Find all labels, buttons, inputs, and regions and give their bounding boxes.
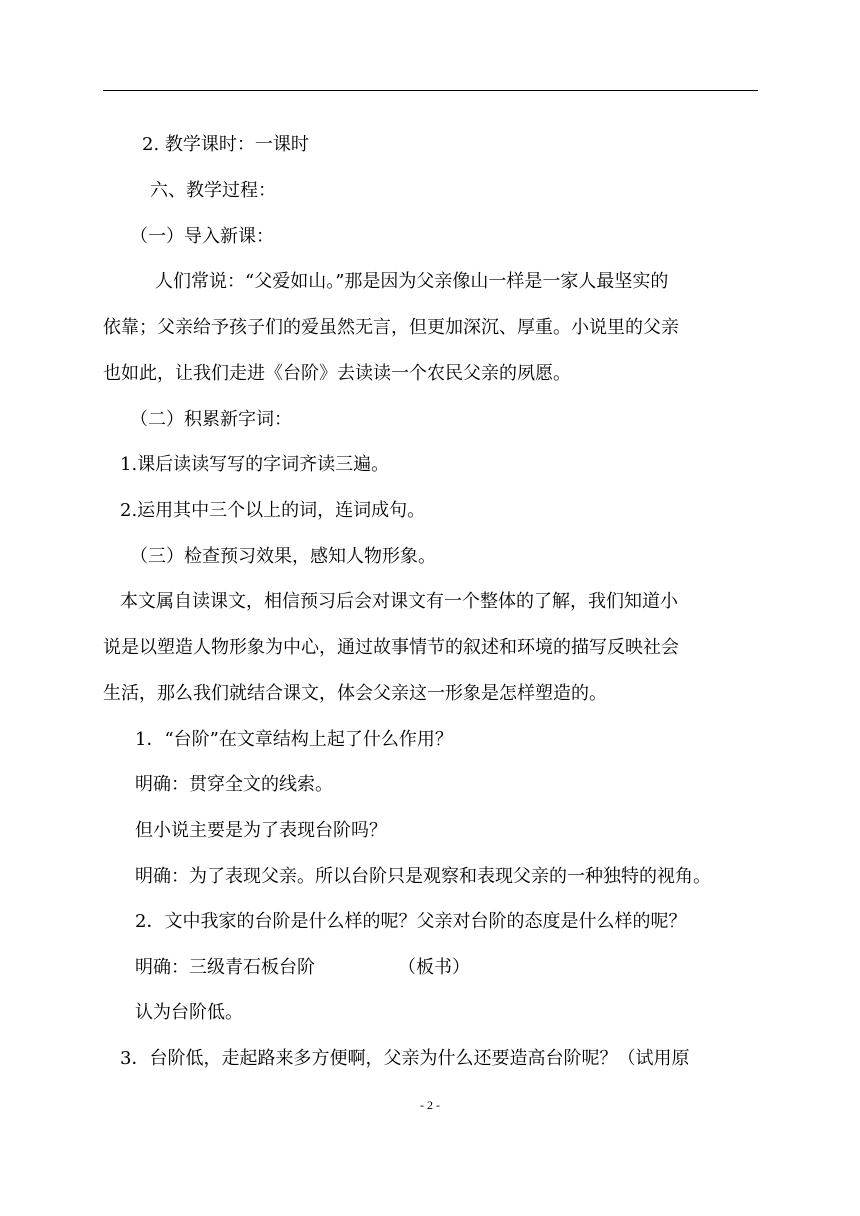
question-2: 2．文中我家的台阶是什么样的呢？父亲对台阶的态度是什么样的呢？ [135, 911, 687, 932]
subheading-preview-check: （三）检查预习效果，感知人物形象。 [130, 546, 436, 567]
answer-1-followup: 明确：为了表现父亲。所以台阶只是观察和表现父亲的一种独特的视角。 [135, 866, 711, 887]
list-item-vocab-2: 2.运用其中三个以上的词，连词成句。 [120, 500, 426, 521]
subheading-intro: （一）导入新课： [130, 226, 274, 247]
text-line-preview-1: 本文属自读课文，相信预习后会对课文有一个整体的了解，我们知道小 [120, 591, 678, 612]
answer-1: 明确：贯穿全文的线索。 [135, 774, 333, 795]
subheading-vocabulary: （二）积累新字词： [130, 409, 292, 430]
answer-2-continued: 认为台阶低。 [135, 1002, 243, 1023]
text-line-intro-1: 人们常说：“父爱如山。”那是因为父亲像山一样是一家人最坚实的 [155, 271, 669, 292]
text-line-preview-3: 生活，那么我们就结合课文，体会父亲这一形象是怎样塑造的。 [103, 683, 607, 704]
text-line-intro-2: 依靠；父亲给予孩子们的爱虽然无言，但更加深沉、厚重。小说里的父亲 [103, 317, 679, 338]
list-item-vocab-1: 1.课后读读写写的字词齐读三遍。 [120, 454, 390, 475]
question-1-followup: 但小说主要是为了表现台阶吗？ [135, 820, 387, 841]
text-line-intro-3: 也如此，让我们走进《台阶》去读读一个农民父亲的夙愿。 [103, 363, 571, 384]
header-rule [103, 90, 758, 91]
answer-2: 明确：三级青石板台阶 [135, 957, 315, 978]
question-1: 1．“台阶”在文章结构上起了什么作用？ [135, 729, 453, 750]
page-number: - 2 - [420, 1098, 440, 1112]
text-line-class-hours: 2. 教学课时：一课时 [142, 134, 309, 155]
text-line-preview-2: 说是以塑造人物形象为中心，通过故事情节的叙述和环境的描写反映社会 [103, 637, 679, 658]
heading-teaching-process: 六、教学过程： [150, 180, 276, 201]
board-note: （板书） [398, 957, 470, 978]
question-3: 3．台阶低，走起路来多方便啊，父亲为什么还要造高台阶呢？（试用原 [120, 1048, 690, 1069]
